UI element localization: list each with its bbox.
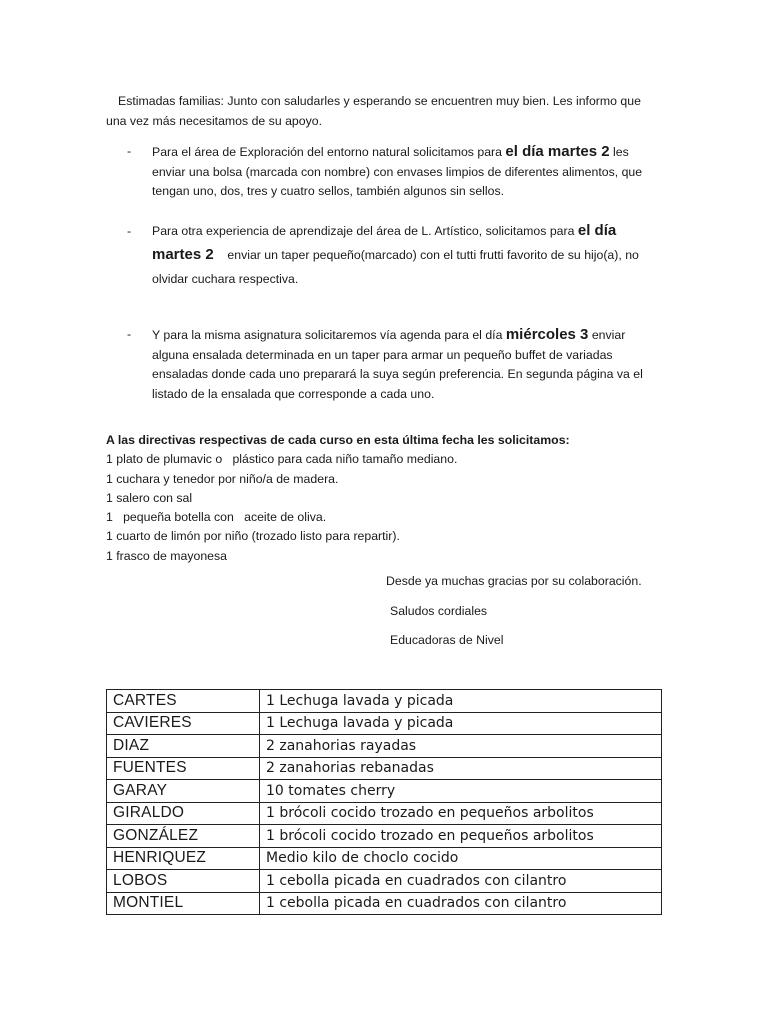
salad-item: 1 cebolla picada en cuadrados con cilantro (260, 870, 662, 893)
student-name: FUENTES (107, 757, 260, 780)
student-name: LOBOS (107, 870, 260, 893)
student-name: CAVIERES (107, 712, 260, 735)
salad-item: 1 brócoli cocido trozado en pequeños arbolitos (260, 825, 662, 848)
directives-item: 1 cuchara y tenedor por niño/a de madera. (106, 471, 339, 486)
bullet-text-part: Para otra experiencia de aprendizaje del área de L. Artístico, solicitamos para (152, 224, 578, 238)
closing-thanks: Desde ya muchas gracias por su colaboración. (386, 574, 642, 588)
salad-item: 1 brócoli cocido trozado en pequeños arbolitos (260, 802, 662, 825)
salad-item: 1 Lechuga lavada y picada (260, 690, 662, 713)
table-row (107, 892, 662, 915)
bullet-dash: - (127, 224, 132, 238)
directives-section (106, 431, 666, 566)
bullet-text-part: enviar alguna ensalada determinada en un taper para armar un pequeño buffet de variadas ensaladas donde cada uno preparará la suya según preferencia. En segunda página va el listado de la ensalada que corresponde a cada uno. (152, 328, 643, 401)
bullet-dash: - (127, 327, 132, 341)
directives-item: 1 pequeña botella con aceite de oliva. (106, 510, 327, 525)
table-row (107, 870, 662, 893)
directives-item: 1 frasco de mayonesa (106, 548, 227, 563)
table-row (107, 825, 662, 848)
student-name: DIAZ (107, 735, 260, 758)
table-row (107, 802, 662, 825)
intro-paragraph (106, 92, 666, 131)
student-name: GARAY (107, 780, 260, 803)
bullet-text-part: enviar un taper pequeño(marcado) con el tutti frutti favorito de su hijo(a), no olvidar cuchara respectiva. (152, 248, 643, 286)
bullet-text (152, 219, 657, 291)
table-row (107, 690, 662, 713)
bullet-bold-date: el día martes 2 (152, 222, 617, 263)
closing-block (386, 572, 686, 661)
intro-line-2: una vez más necesitamos de su apoyo. (106, 113, 323, 128)
salad-assignment-table (106, 689, 662, 915)
salad-item: 10 tomates cherry (260, 780, 662, 803)
bullet-dash: - (127, 144, 132, 158)
intro-line-1: Estimadas familias: Junto con saludarles y esperando se encuentren muy bien. Les informo que (118, 94, 641, 108)
table-row (107, 757, 662, 780)
directives-item: 1 cuarto de limón por niño (trozado listo para repartir). (106, 529, 400, 544)
bullet-text (152, 325, 657, 404)
salad-item: 2 zanahorias rebanadas (260, 757, 662, 780)
student-name: GONZÁLEZ (107, 825, 260, 848)
closing-regards: Saludos cordiales (390, 603, 488, 618)
bullet-text-part: Y para la misma asignatura solicitaremos vía agenda para el día (152, 328, 506, 342)
bullet-text (152, 142, 657, 202)
directives-title: A las directivas respectivas de cada curso en esta última fecha les solicitamos: (106, 433, 570, 447)
bullet-bold-date: el día martes 2 (505, 143, 610, 160)
table-row (107, 847, 662, 870)
bullet-item (127, 219, 657, 291)
bullet-item (127, 142, 657, 202)
closing-signature: Educadoras de Nivel (390, 633, 504, 647)
salad-item: 1 Lechuga lavada y picada (260, 712, 662, 735)
salad-item: 2 zanahorias rayadas (260, 735, 662, 758)
table-row (107, 735, 662, 758)
student-name: GIRALDO (107, 802, 260, 825)
bullet-bold-date: miércoles 3 (505, 326, 589, 343)
student-name: MONTIEL (107, 892, 260, 915)
table-row (107, 712, 662, 735)
bullet-text-part: les enviar una bolsa (marcada con nombre) con envases limpios de diferentes alimentos, que tengan uno, dos, tres y cuatro sellos, también algunos sin sellos. (152, 145, 643, 198)
bullet-item (127, 325, 657, 404)
directives-item: 1 salero con sal (106, 490, 193, 505)
table-row (107, 780, 662, 803)
directives-item: 1 plato de plumavic o plástico para cada niño tamaño mediano. (106, 452, 458, 467)
bullet-text-part: Para el área de Exploración del entorno natural solicitamos para (152, 145, 506, 159)
salad-item: 1 cebolla picada en cuadrados con cilantro (260, 892, 662, 915)
student-name: CARTES (107, 690, 260, 713)
salad-item: Medio kilo de choclo cocido (260, 847, 662, 870)
student-name: HENRIQUEZ (107, 847, 260, 870)
